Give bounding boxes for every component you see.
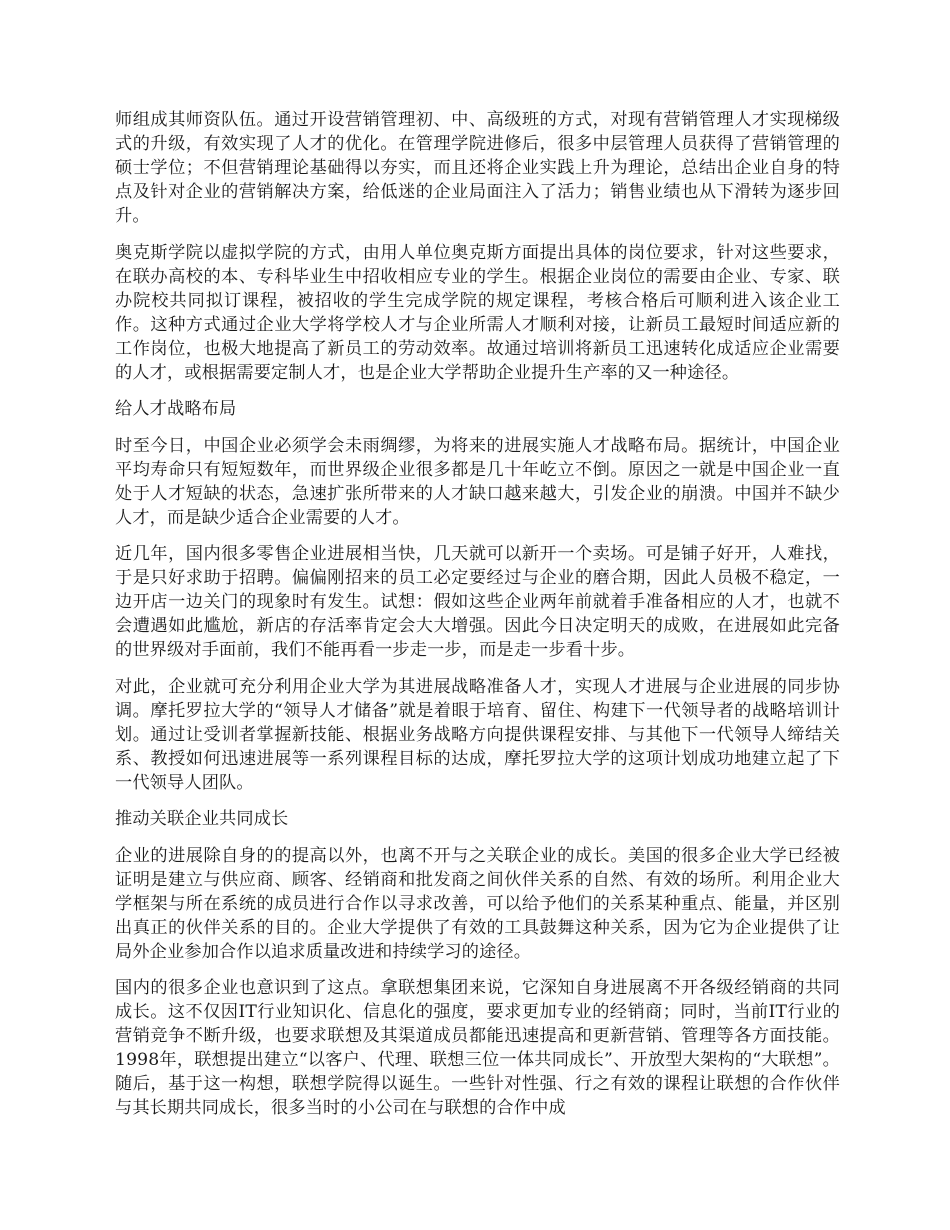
paragraph: 国内的很多企业也意识到了这点。拿联想集团来说，它深知自身进展离不开各级经销商的共同成长。这不仅因IT行业知识化、信息化的强度，要求更加专业的经销商；同时，当前IT行业的营销竞争不断升级，也要求联想及其渠道成员都能迅速提高和更新营销、管理等各方面技能。1998年，联想提出建立“以客户、代理、联想三位一体共同成长”、开放型大架构的“大联想”。随后，基于这一构想，联想学院得以诞生。一些针对性强、行之有效的课程让联想的合作伙伴与其长期共同成长，很多当时的小公司在与联想的合作中成 (115, 978, 840, 1118)
paragraph: 近几年，国内很多零售企业进展相当快，几天就可以新开一个卖场。可是铺子好开，人难找，于是只好求助于招聘。偏偏刚招来的员工必定要经过与企业的磨合期，因此人员极不稳定，一边开店一边关门的现象时有发生。试想：假如这些企业两年前就着手准备相应的人才，也就不会遭遇如此尴尬，新店的存活率肯定会大大增强。因此今日决定明天的成败，在进展如此完备的世界级对手面前，我们不能再看一步走一步，而是走一步看十步。 (115, 544, 840, 660)
paragraph: 时至今日，中国企业必须学会未雨绸缪，为将来的进展实施人才战略布局。据统计，中国企业平均寿命只有短短数年，而世界级企业很多都是几十年屹立不倒。原因之一就是中国企业一直处于人才短缺的状态，急速扩张所带来的人才缺口越来越大，引发企业的崩溃。中国并不缺少人才，而是缺少适合企业需要的人才。 (115, 435, 840, 528)
section-heading: 推动关联企业共同成长 (115, 809, 289, 829)
section-heading: 给人才战略布局 (115, 399, 237, 419)
paragraph: 企业的进展除自身的的提高以外，也离不开与之关联企业的成长。美国的很多企业大学已经被证明是建立与供应商、顾客、经销商和批发商之间伙伴关系的自然、有效的场所。利用企业大学框架与所在系统的成员进行合作以寻求改善，可以给予他们的关系某种重点、能量，并区别出真正的伙伴关系的目的。企业大学提供了有效的工具鼓舞这种关系，因为它为企业提供了让局外企业参加合作以追求质量改进和持续学习的途径。 (115, 845, 840, 962)
paragraph: 奥克斯学院以虚拟学院的方式，由用人单位奥克斯方面提出具体的岗位要求，针对这些要求，在联办高校的本、专科毕业生中招收相应专业的学生。根据企业岗位的需要由企业、专家、联办院校共同拟订课程，被招收的学生完成学院的规定课程，考核合格后可顺利进入该企业工作。这种方式通过企业大学将学校人才与企业所需人才顺利对接，让新员工最短时间适应新的工作岗位，也极大地提高了新员工的劳动效率。故通过培训将新员工迅速转化成适应企业需要的人才，或根据需要定制人才，也是企业大学帮助企业提升生产率的又一种途径。 (115, 242, 840, 383)
paragraph: 对此，企业就可充分利用企业大学为其进展战略准备人才，实现人才进展与企业进展的同步协调。摩托罗拉大学的“领导人才储备”就是着眼于培育、留住、构建下一代领导者的战略培训计划。通过让受训者掌握新技能、根据业务战略方向提供课程安排、与其他下一代领导人缔结关系、教授如何迅速进展等一系列课程目标的达成，摩托罗拉大学的这项计划成功地建立起了下一代领导人团队。 (115, 676, 840, 793)
paragraph: 师组成其师资队伍。通过开设营销管理初、中、高级班的方式，对现有营销管理人才实现梯级式的升级，有效实现了人才的优化。在管理学院进修后，很多中层管理人员获得了营销管理的硕士学位；不但营销理论基础得以夯实，而且还将企业实践上升为理论，总结出企业自身的特点及针对企业的营销解决方案，给低迷的企业局面注入了活力；销售业绩也从下滑转为逐步回升。 (115, 110, 840, 226)
document-body (115, 108, 840, 1133)
